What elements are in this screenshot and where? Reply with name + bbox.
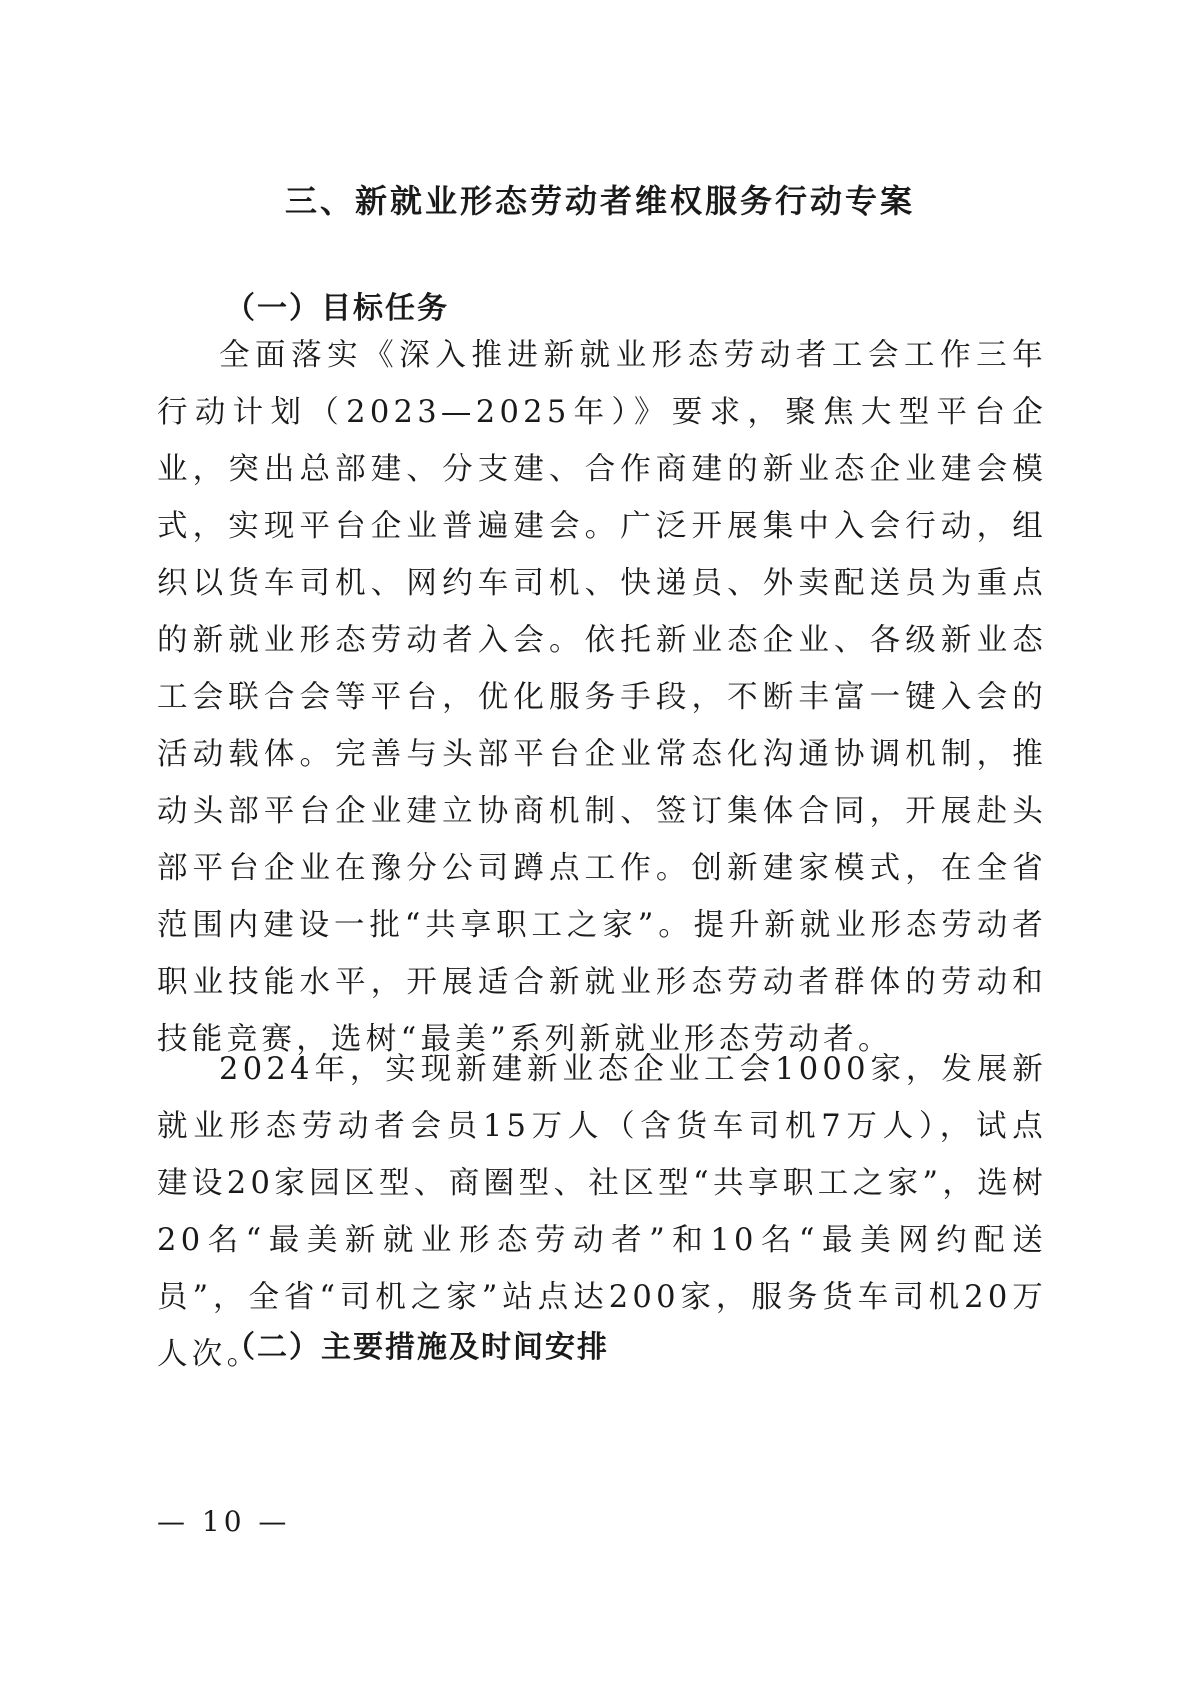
page-title: 三、新就业形态劳动者维权服务行动专案: [284, 182, 915, 220]
page-number: — 10 —: [157, 1505, 291, 1538]
paragraph-2024-targets: 2024年，实现新建新业态企业工会1000家，发展新就业形态劳动者会员15万人（含货车司机7万人），试点建设20家园区型、商圈型、社区型“共享职工之家”，选树20名“最美新就业形态劳动者”和10名“最美网约配送员”，全省“司机之家”站点达200家，服务货车司机20万人次。: [157, 1052, 1047, 1372]
section-heading-objectives: （一）目标任务: [225, 291, 449, 326]
paragraph-objectives: 全面落实《深入推进新就业形态劳动者工会工作三年行动计划（2023—2025年）》要求，聚焦大型平台企业，突出总部建、分支建、合作商建的新业态企业建会模式，实现平台企业普遍建会。广泛开展集中入会行动，组织以货车司机、网约车司机、快递员、外卖配送员为重点的新就业形态劳动者入会。依托新业态企业、各级新业态工会联合会等平台，优化服务手段，不断丰富一键入会的活动载体。完善与头部平台企业常态化沟通协调机制，推动头部平台企业建立协商机制、签订集体合同，开展赴头部平台企业在豫分公司蹲点工作。创新建家模式，在全省范围内建设一批“共享职工之家”。提升新就业形态劳动者职业技能水平，开展适合新就业形态劳动者群体的劳动和技能竞赛，选树“最美”系列新就业形态劳动者。: [157, 338, 1047, 1057]
section-heading-measures: （二）主要措施及时间安排: [225, 1330, 609, 1365]
